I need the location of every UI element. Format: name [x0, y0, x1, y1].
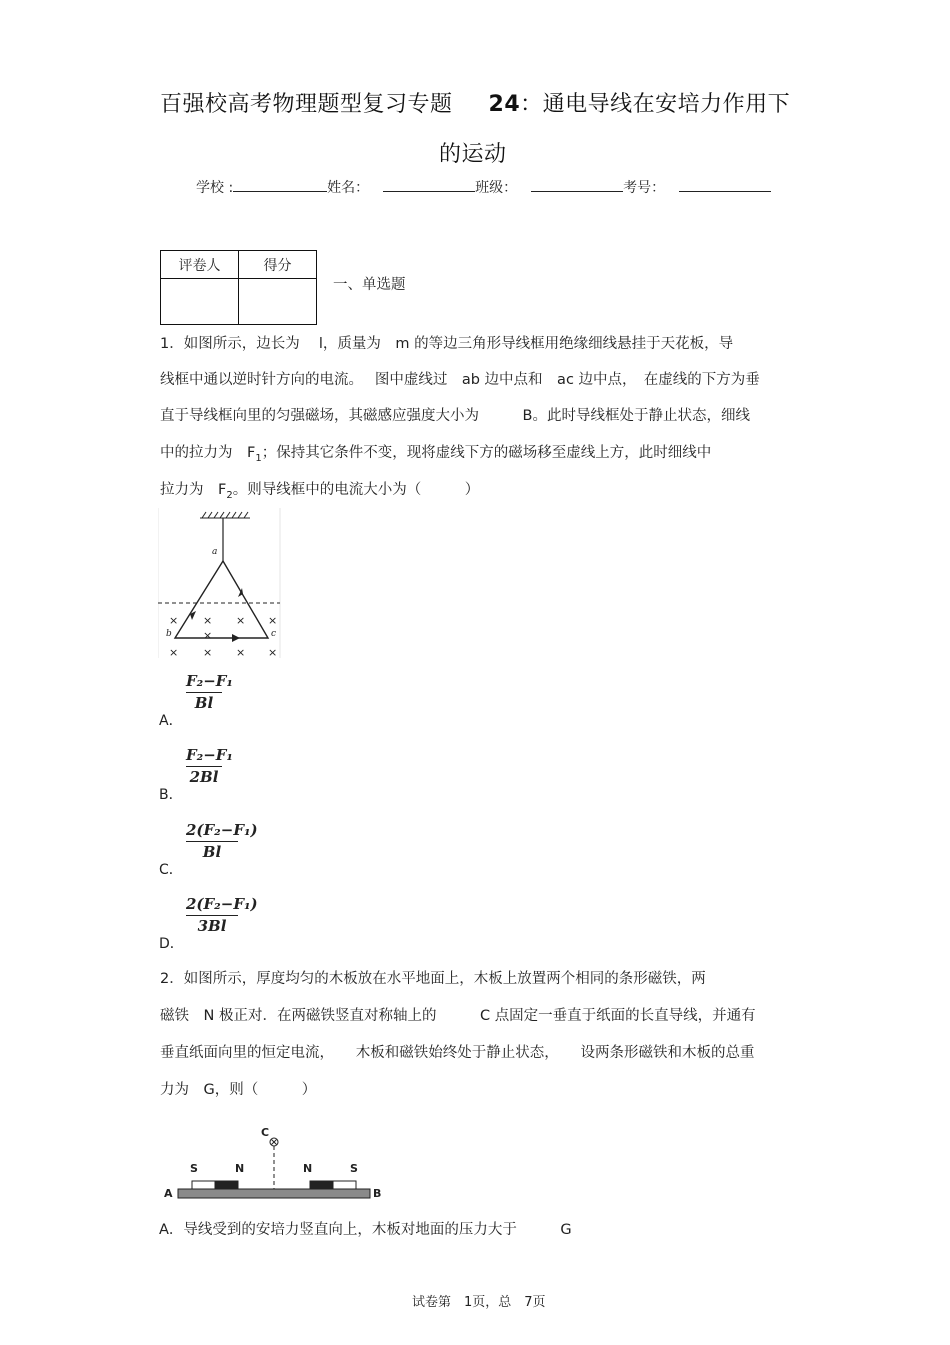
- option-c-numerator: 2(F₂−F₁): [186, 821, 258, 839]
- score-header: 得分: [239, 251, 317, 279]
- option-c-denominator: Bl: [202, 842, 222, 861]
- student-info-line: [196, 177, 771, 197]
- exam-no-label: 考号：: [623, 180, 666, 196]
- label-c: C: [261, 1126, 270, 1139]
- school-field[interactable]: [233, 179, 327, 192]
- label-s-left: S: [190, 1162, 198, 1175]
- q1-line5-sub: 2: [226, 489, 233, 501]
- option-c-label[interactable]: C．: [159, 862, 183, 878]
- page-footer: 试卷第 1页，总 7页: [412, 1295, 546, 1310]
- magnet-right-n: [310, 1181, 333, 1189]
- fraction-bar: [186, 915, 238, 916]
- triangle-loop: [175, 561, 268, 638]
- q2-line2: 磁铁 N 极正对．在两磁铁竖直对称轴上的 C 点固定一垂直于纸面的长直导线，并通有: [160, 1008, 756, 1024]
- q1-line4-sub: 1: [255, 452, 262, 464]
- option-d-denominator: 3Bl: [197, 916, 227, 935]
- q1-line1: 1．如图所示，边长为 l，质量为 m 的等边三角形导线框用绝缘细线悬挂于天花板，导: [160, 336, 734, 352]
- arrow-ca: [238, 588, 243, 597]
- q1-line3: 直于导线框向里的匀强磁场，其磁感应强度大小为 B。此时导线框处于静止状态，细线: [160, 408, 750, 424]
- title-text-c: ：通电导线在安培力作用下: [520, 92, 791, 117]
- option-b-denominator: 2Bl: [189, 767, 219, 786]
- q2-line4: 力为 G，则（ ）: [160, 1082, 317, 1098]
- option-b-numerator: F₂−F₁: [186, 746, 234, 764]
- fraction-bar: [186, 841, 238, 842]
- field-mark: ×: [203, 629, 213, 642]
- ceiling-hatch: [200, 512, 250, 518]
- q1-line4-pre: 中的拉力为 F: [160, 445, 256, 461]
- label-a: A: [164, 1187, 173, 1200]
- field-mark: ×: [203, 614, 213, 627]
- school-label: 学校 :: [196, 180, 234, 196]
- field-mark: ×: [268, 614, 278, 627]
- q1-triangle-figure: [158, 508, 283, 660]
- field-mark: ×: [268, 646, 278, 659]
- label-n-left: N: [235, 1162, 245, 1175]
- q2-magnets-figure: [160, 1122, 385, 1207]
- page-title-line2: 的运动: [439, 142, 507, 167]
- option-b-formula[interactable]: [186, 746, 234, 786]
- section-title: 一、单选题: [333, 277, 406, 293]
- name-field[interactable]: [383, 179, 475, 192]
- label-n-right: N: [303, 1162, 313, 1175]
- option-d-numerator: 2(F₂−F₁): [186, 895, 258, 913]
- label-b: b: [166, 629, 172, 639]
- title-number: 24: [488, 92, 521, 117]
- exam-no-field[interactable]: [679, 179, 771, 192]
- field-mark: ×: [169, 614, 179, 627]
- option-a-label[interactable]: A．: [159, 713, 183, 729]
- magnet-left-s: [192, 1181, 215, 1189]
- q1-line5-pre: 拉力为 F: [160, 482, 227, 498]
- label-b: B: [373, 1187, 382, 1200]
- q1-line5-post: 。则导线框中的电流大小为（ ）: [232, 482, 480, 498]
- name-label: 姓名：: [327, 180, 370, 196]
- label-a: a: [212, 547, 218, 557]
- field-mark: ×: [203, 646, 213, 659]
- class-label: 班级：: [475, 180, 518, 196]
- fraction-bar: [186, 766, 222, 767]
- field-mark: ×: [236, 646, 246, 659]
- arrow-bc: [232, 634, 240, 642]
- option-a-numerator: F₂−F₁: [186, 672, 234, 690]
- option-d-label[interactable]: D．: [159, 936, 184, 952]
- grader-header: 评卷人: [161, 251, 239, 279]
- score-cell[interactable]: [239, 279, 317, 325]
- q1-line4-post: ；保持其它条件不变，现将虚线下方的磁场移至虚线上方，此时细线中: [261, 445, 712, 461]
- q2-line3: 垂直纸面向里的恒定电流， 木板和磁铁始终处于静止状态， 设两条形磁铁和木板的总重: [160, 1045, 755, 1061]
- option-c-formula[interactable]: [186, 821, 258, 861]
- fraction-bar: [186, 692, 222, 693]
- title-text-a: 百强校高考物理题型复习专题: [160, 92, 453, 117]
- magnet-left-n: [215, 1181, 238, 1189]
- magnet-right-s: [333, 1181, 356, 1189]
- page-title-line1: [160, 87, 790, 118]
- q2-line1: 2．如图所示，厚度均匀的木板放在水平地面上，木板上放置两个相同的条形磁铁，两: [160, 971, 706, 987]
- option-d-formula[interactable]: [186, 895, 258, 935]
- q1-line4: [160, 446, 711, 464]
- q1-line5: [160, 483, 479, 501]
- grader-cell[interactable]: [161, 279, 239, 325]
- score-table: [160, 250, 317, 325]
- label-c: c: [271, 629, 277, 639]
- field-mark: ×: [236, 614, 246, 627]
- option-a-denominator: Bl: [194, 693, 214, 712]
- q1-line2: 线框中通以逆时针方向的电流。 图中虚线过 ab 边中点和 ac 边中点， 在虚线的下方为垂: [160, 372, 760, 388]
- field-mark: ×: [169, 646, 179, 659]
- option-b-label[interactable]: B．: [159, 787, 183, 803]
- option-a-formula[interactable]: [186, 672, 234, 712]
- wooden-board: [178, 1189, 370, 1198]
- label-s-right: S: [350, 1162, 358, 1175]
- class-field[interactable]: [531, 179, 623, 192]
- q2-option-a[interactable]: A．导线受到的安培力竖直向上，木板对地面的压力大于 G: [159, 1222, 572, 1238]
